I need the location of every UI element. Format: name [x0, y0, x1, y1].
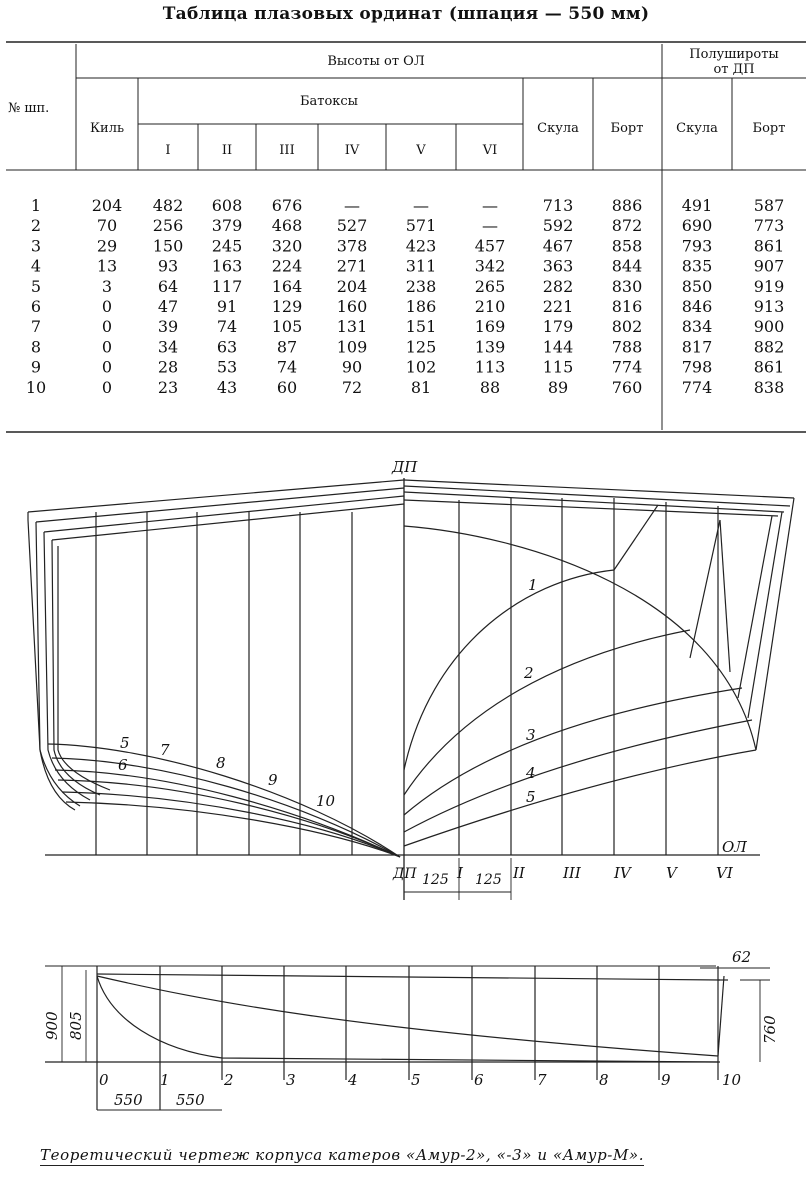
buttock-label-V: V [666, 864, 677, 882]
table-cell: 43 [216, 377, 238, 397]
dim-125-second: 125 [475, 872, 502, 888]
row-ship-number: 2 [30, 216, 42, 236]
table-cell: 378 [336, 236, 368, 256]
table-cell: 125 [405, 337, 437, 357]
table-cell: 144 [542, 337, 574, 357]
table-cell: 64 [157, 276, 179, 296]
table-cell: 131 [336, 317, 368, 337]
table-cell: 256 [152, 216, 184, 236]
buttock-header-2: II [221, 143, 233, 158]
table-cell: 221 [542, 297, 574, 316]
table-cell: 872 [611, 216, 643, 236]
table-cell: 151 [405, 317, 437, 337]
table-cell: 34 [157, 337, 179, 357]
table-cell: 571 [405, 216, 437, 236]
side-header: Борт [610, 121, 644, 136]
dp-bottom-label: ДП [393, 866, 417, 882]
aft-station-label-10: 10 [316, 792, 336, 810]
table-cell: 150 [152, 236, 184, 256]
ship-number-header: № шп. [8, 101, 50, 116]
table-cell: 238 [405, 276, 437, 296]
table-cell: 164 [271, 276, 303, 296]
table-cell: 835 [681, 256, 713, 276]
table-cell: 47 [157, 297, 179, 316]
table-cell: 91 [216, 297, 238, 316]
station-label-1: 1 [160, 1071, 170, 1089]
table-cell: 886 [611, 196, 643, 215]
station-label-8: 8 [599, 1071, 609, 1089]
dim-125-first: 125 [422, 872, 449, 888]
table-cell: 919 [753, 276, 785, 296]
table-cell: 830 [611, 276, 643, 296]
buttocks-header: Батоксы [299, 94, 359, 109]
table-cell: 342 [474, 256, 506, 276]
heights-header: Высоты от ОЛ [327, 54, 425, 69]
buttock-label-IV: IV [614, 864, 631, 882]
fwd-station-label-1: 1 [528, 576, 538, 594]
table-cell: 457 [474, 236, 506, 256]
table-cell: 0 [101, 377, 113, 397]
table-cell: 676 [271, 196, 303, 215]
table-cell: 0 [101, 297, 113, 316]
table-cell: 93 [157, 256, 179, 276]
table-cell: 858 [611, 236, 643, 256]
fwd-station-label-4: 4 [526, 764, 536, 782]
table-cell: 311 [405, 256, 437, 276]
table-cell: 861 [753, 236, 785, 256]
table-cell: 482 [152, 196, 184, 215]
table-cell: 0 [101, 337, 113, 357]
table-cell: 592 [542, 216, 574, 236]
table-cell: 81 [410, 377, 432, 397]
table-cell: 468 [271, 216, 303, 236]
table-cell: 70 [96, 216, 118, 236]
table-cell: 0 [101, 357, 113, 377]
row-ship-number: 7 [30, 317, 42, 337]
table-cell: 13 [96, 256, 118, 276]
row-ship-number: 6 [30, 297, 42, 316]
table-cell: 224 [271, 256, 303, 276]
table-cell: 363 [542, 256, 574, 276]
table-cell: 846 [681, 297, 713, 316]
buttock-header-4: IV [344, 143, 360, 158]
table-cell: 28 [157, 357, 179, 377]
buttock-header-1: I [165, 143, 171, 158]
table-cell: 129 [271, 297, 303, 316]
aft-station-label-6: 6 [118, 756, 128, 774]
chine-header: Скула [537, 121, 579, 136]
offset-table [6, 40, 806, 436]
aft-station-label-8: 8 [216, 754, 226, 772]
keel-header: Киль [89, 121, 125, 136]
table-cell: 760 [611, 377, 643, 397]
table-cell: 900 [753, 317, 785, 337]
table-cell: 117 [211, 276, 243, 296]
buttock-label-II: II [513, 864, 525, 882]
buttock-header-5: V [416, 143, 426, 158]
dim-760: 760 [761, 1015, 779, 1044]
table-cell: 802 [611, 317, 643, 337]
table-cell: 72 [341, 377, 363, 397]
buttock-label-VI: VI [716, 864, 733, 882]
table-cell: 105 [271, 317, 303, 337]
table-cell: — [482, 196, 498, 215]
table-cell: 113 [474, 357, 506, 377]
dim-62: 62 [732, 948, 752, 966]
table-cell: 587 [753, 196, 785, 215]
table-cell: 844 [611, 256, 643, 276]
station-label-6: 6 [474, 1071, 484, 1089]
table-cell: — [413, 196, 429, 215]
table-cell: 74 [216, 317, 238, 337]
fwd-station-label-3: 3 [526, 726, 536, 744]
table-cell: 816 [611, 297, 643, 316]
buttock-header-6: VI [482, 143, 498, 158]
station-label-2: 2 [224, 1071, 234, 1089]
table-cell: 0 [101, 317, 113, 337]
table-cell: 3 [101, 276, 113, 296]
ol-label: ОЛ [722, 838, 747, 856]
row-ship-number: 10 [25, 377, 47, 397]
table-cell: 850 [681, 276, 713, 296]
row-ship-number: 3 [30, 236, 42, 256]
table-cell: 90 [341, 357, 363, 377]
table-cell: 282 [542, 276, 574, 296]
station-label-10: 10 [722, 1071, 742, 1089]
table-cell: 39 [157, 317, 179, 337]
table-cell: 139 [474, 337, 506, 357]
table-cell: 788 [611, 337, 643, 357]
station-label-9: 9 [661, 1071, 671, 1089]
table-cell: 690 [681, 216, 713, 236]
table-cell: 907 [753, 256, 785, 276]
table-cell: 798 [681, 357, 713, 377]
table-cell: 163 [211, 256, 243, 276]
station-label-3: 3 [286, 1071, 296, 1089]
table-cell: 265 [474, 276, 506, 296]
table-cell: 773 [753, 216, 785, 236]
table-cell: 913 [753, 297, 785, 316]
side-halfwidth-header: Борт [752, 121, 786, 136]
table-cell: 23 [157, 377, 179, 397]
page-title: Таблица плазовых ординат (шпация — 550 мм) [162, 4, 650, 24]
row-ship-number: 9 [30, 357, 42, 377]
buttock-label-I: I [457, 864, 463, 882]
table-cell: 861 [753, 357, 785, 377]
table-cell: 834 [681, 317, 713, 337]
halfwidths-header-1: Полушироты [689, 47, 779, 62]
body-plan-drawing [0, 450, 812, 910]
table-cell: 204 [336, 276, 368, 296]
table-cell: 774 [681, 377, 713, 397]
table-cell: 169 [474, 317, 506, 337]
fwd-station-label-2: 2 [524, 664, 534, 682]
row-ship-number: 8 [30, 337, 42, 357]
table-cell: 817 [681, 337, 713, 357]
fwd-station-label-5: 5 [526, 788, 536, 806]
dp-top-label: ДП [392, 458, 418, 476]
row-ship-number: 5 [30, 276, 42, 296]
aft-station-label-7: 7 [160, 741, 170, 759]
table-cell: 179 [542, 317, 574, 337]
table-cell: 87 [276, 337, 298, 357]
dim-550-first: 550 [114, 1091, 143, 1109]
table-cell: 115 [542, 357, 574, 377]
table-cell: 423 [405, 236, 437, 256]
halfwidths-header-2: от ДП [713, 62, 755, 77]
aft-station-label-9: 9 [268, 771, 278, 789]
table-cell: 245 [211, 236, 243, 256]
table-cell: 63 [216, 337, 238, 357]
table-cell: 60 [276, 377, 298, 397]
table-cell: — [482, 216, 498, 236]
row-ship-number: 1 [30, 196, 42, 215]
table-cell: 186 [405, 297, 437, 316]
buttock-label-III: III [563, 864, 581, 882]
table-cell: 53 [216, 357, 238, 377]
table-cell: 882 [753, 337, 785, 357]
table-cell: 793 [681, 236, 713, 256]
station-label-0: 0 [99, 1071, 109, 1089]
table-cell: 74 [276, 357, 298, 377]
table-cell: 271 [336, 256, 368, 276]
chine-halfwidth-header: Скула [676, 121, 718, 136]
table-cell: 204 [91, 196, 123, 215]
table-cell: 88 [479, 377, 501, 397]
half-breadth-drawing [0, 940, 812, 1140]
table-cell: 608 [211, 196, 243, 215]
table-cell: 102 [405, 357, 437, 377]
dim-550-second: 550 [176, 1091, 205, 1109]
table-cell: 320 [271, 236, 303, 256]
table-cell: — [344, 196, 360, 215]
table-cell: 109 [336, 337, 368, 357]
table-cell: 838 [753, 377, 785, 397]
row-ship-number: 4 [30, 256, 42, 276]
buttock-header-3: III [279, 143, 295, 158]
table-cell: 713 [542, 196, 574, 215]
station-label-4: 4 [348, 1071, 358, 1089]
station-label-7: 7 [537, 1071, 547, 1089]
dim-900: 900 [43, 1011, 61, 1040]
table-cell: 467 [542, 236, 574, 256]
table-cell: 491 [681, 196, 713, 215]
figure-caption: Теоретический чертеж корпуса катеров «Амур-2», «-3» и «Амур-М». [40, 1146, 645, 1164]
table-cell: 210 [474, 297, 506, 316]
station-label-5: 5 [411, 1071, 421, 1089]
dim-805: 805 [67, 1011, 85, 1040]
table-cell: 527 [336, 216, 368, 236]
table-cell: 29 [96, 236, 118, 256]
table-cell: 89 [547, 377, 569, 397]
aft-station-label-5: 5 [120, 734, 130, 752]
table-cell: 160 [336, 297, 368, 316]
table-cell: 379 [211, 216, 243, 236]
table-cell: 774 [611, 357, 643, 377]
